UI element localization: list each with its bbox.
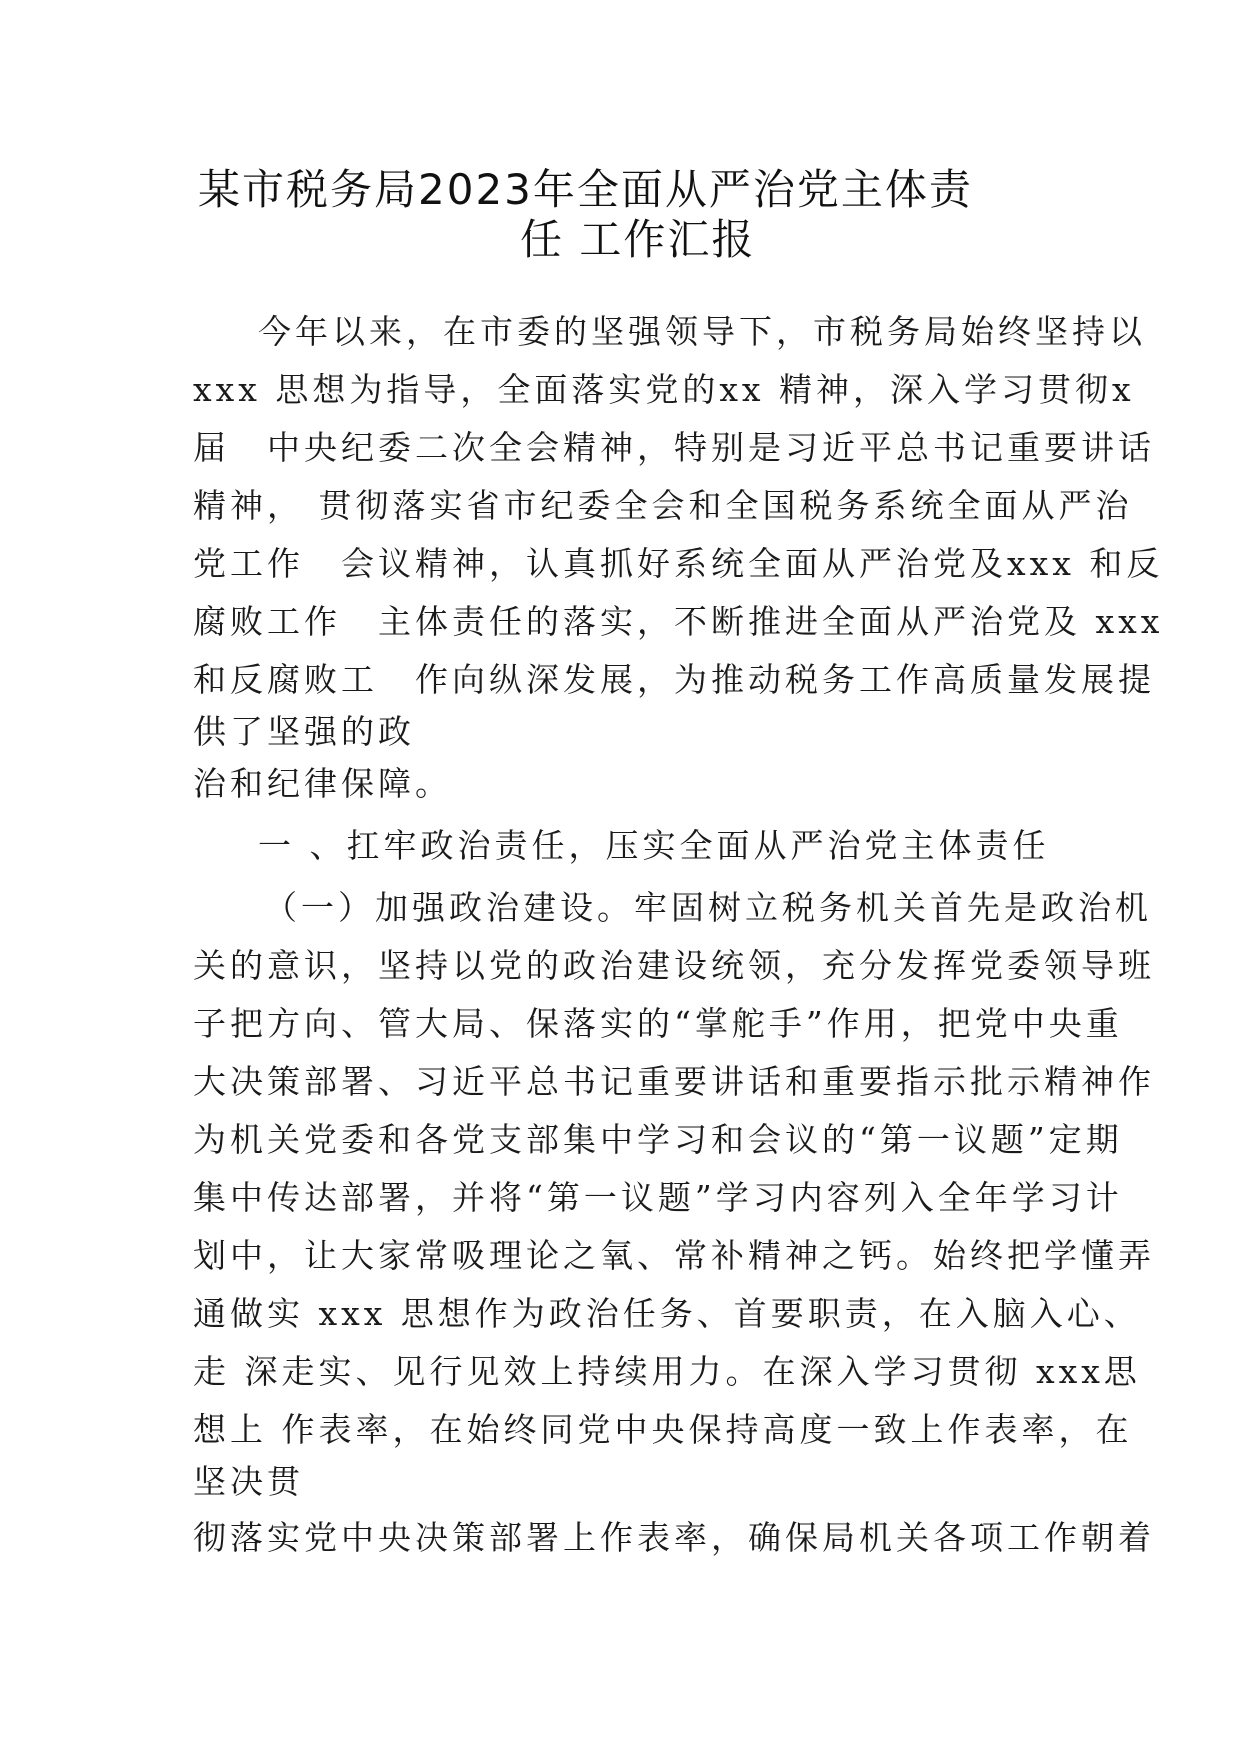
paragraph-line: 大决策部署、习近平总书记重要讲话和重要指示批示精神作 <box>193 1062 1155 1101</box>
paragraph-line: 通做实 xxx 思想作为政治任务、首要职责，在入脑入心、 <box>193 1294 1141 1333</box>
paragraph-line: 治和纪律保障。 <box>193 764 452 803</box>
document-title-line-1: 某市税务局2023年全面从严治党主体责 <box>198 165 973 214</box>
paragraph-line: xxx 思想为指导，全面落实党的xx 精神，深入学习贯彻x <box>193 370 1135 409</box>
paragraph-line: （一）加强政治建设。牢固树立税务机关首先是政治机 <box>264 888 1152 927</box>
paragraph-line: 集中传达部署，并将“第一议题”学习内容列入全年学习计 <box>193 1178 1123 1217</box>
paragraph-line: 腐败工作 主体责任的落实，不断推进全面从严治党及 xxx <box>193 602 1164 641</box>
paragraph-line: 为机关党委和各党支部集中学习和会议的“第一议题”定期 <box>193 1120 1123 1159</box>
paragraph-line: 届 中央纪委二次全会精神，特别是习近平总书记重要讲话 <box>193 428 1155 467</box>
paragraph-line: 想上 作表率，在始终同党中央保持高度一致上作表率，在 <box>193 1410 1133 1449</box>
paragraph-line: 子把方向、管大局、保落实的“掌舵手”作用，把党中央重 <box>193 1004 1123 1043</box>
paragraph-line: 坚决贯 <box>193 1462 304 1501</box>
paragraph-line: 走 深走实、见行见效上持续用力。在深入学习贯彻 xxx思 <box>193 1352 1141 1391</box>
paragraph-line: 和反腐败工 作向纵深发展，为推动税务工作高质量发展提 <box>193 660 1155 699</box>
document-title-line-2: 任 工作汇报 <box>520 215 756 264</box>
section-heading: 一 、扛牢政治责任，压实全面从严治党主体责任 <box>258 826 1050 865</box>
paragraph-line: 关的意识，坚持以党的政治建设统领，充分发挥党委领导班 <box>193 946 1155 985</box>
paragraph-line: 供了坚强的政 <box>193 712 415 751</box>
paragraph-line: 党工作 会议精神，认真抓好系统全面从严治党及xxx 和反 <box>193 544 1164 583</box>
paragraph-line: 划中，让大家常吸理论之氧、常补精神之钙。始终把学懂弄 <box>193 1236 1155 1275</box>
paragraph-line: 彻落实党中央决策部署上作表率，确保局机关各项工作朝着 <box>193 1518 1155 1557</box>
paragraph-line: 精神， 贯彻落实省市纪委全会和全国税务系统全面从严治 <box>193 486 1133 525</box>
paragraph-line: 今年以来，在市委的坚强领导下，市税务局始终坚持以 <box>258 312 1146 351</box>
